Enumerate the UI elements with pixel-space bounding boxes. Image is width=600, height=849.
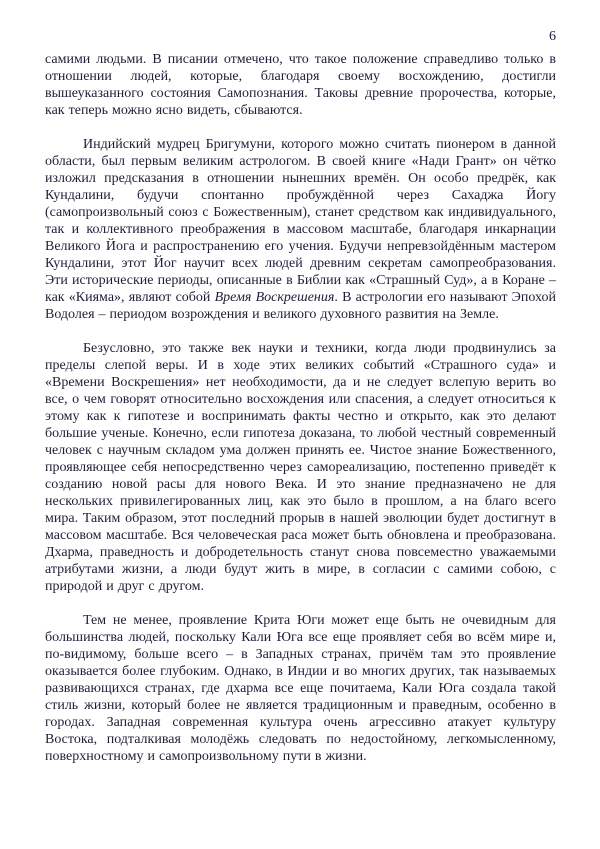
paragraph-science-era (45, 340, 556, 595)
paragraph-kali-yuga (45, 612, 556, 765)
paragraph-text: . В астрологии его называют Эпохой Водолея – периодом возрождения и великого духовного развития на Земле. (45, 290, 556, 322)
paragraph-text: Индийский мудрец Бригумуни, которого можно считать пионером в данной области, был первым великим астрологом. В своей книге «Нади Грант» он чётко изложил предсказания в отношении нынешних времён. Он особо предрёк, как Кундалини, будучи спонтанно пробуждённой через Сахаджа Йогу (самопроизвольный союз с Божественным), станет средством как индивидуального, так и коллективного преображения в массовом масштабе, благодаря инкарнации Великого Йога и распространению его учения. Будучи непревзойдённым мастером Кундалини, этот Йог научит всех людей древним секретам самопреобразования. Эти исторические периоды, описанные в Библии как «Страшный Суд», а в Коране – как «Кияма», являют собой (45, 137, 556, 305)
page-number: 6 (549, 29, 556, 44)
paragraph-brigumuni-prophecy (45, 136, 556, 323)
paragraph-continuation (45, 51, 556, 119)
emphasized-text-resurrection-time: Время Воскрешения (214, 290, 335, 305)
paragraph-text: самими людьми. В писании отмечено, что такое положение справедливо только в отношении людей, которые, благодаря своему восхождению, достигли вышеуказанного состояния Самопознания. Таковы древние пророчества, которые, как теперь можно ясно видеть, сбываются. (45, 52, 556, 118)
paragraph-text: Тем не менее, проявление Крита Юги может еще быть не очевидным для большинства людей, поскольку Кали Юга все еще проявляет себя во всём мире и, по-видимому, больше всего – в Западных странах, причём там это проявление оказывается более глубоким. Однако, в Индии и во многих других, так называемых развивающихся странах, где дхарма все еще почитаема, Кали Юга создала такой стиль жизни, который более не является традиционным и праведным, особенно в городах. Западная современная культура очень агрессивно атакует культуру Востока, подталкивая молодёжь следовать по недостойному, легкомысленному, поверхностному и самопроизвольному пути в жизни. (45, 613, 556, 764)
paragraph-text: Безусловно, это также век науки и техники, когда люди продвинулись за пределы слепой веры. И в ходе этих великих событий «Страшного суда» и «Времени Воскрешения» нет необходимости, да и не следует вслепую верить во все, о чем говорят относительно восхождения или спасения, а следует относиться к этому как к гипотезе и воспринимать факты честно и открыто, как это делают большие ученые. Конечно, если гипотеза доказана, то любой честный современный человек с научным складом ума должен принять ее. Чистое знание Божественного, проявляющее себя непосредственно через самореализацию, постепенно приведёт к созданию новой расы для нового Века. И это знание предназначено не для нескольких привилегированных лиц, как это было в прошлом, а на благо всего мира. Таким образом, этот последний прорыв в нашей эволюции будет достигнут в массовом масштабе. Вся человеческая раса может быть обновлена и преобразована. Дхарма, праведность и добродетельность станут снова повсеместно уважаемыми атрибутами жизни, а люди будут жить в мире, в согласии с самими собою, с природой и друг с другом. (45, 341, 556, 594)
